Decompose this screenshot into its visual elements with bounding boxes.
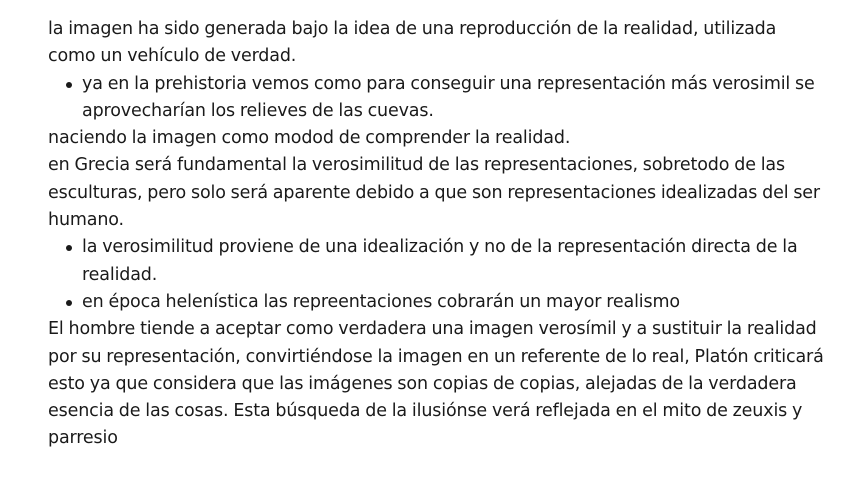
- bullet-item-hellenistic: en época helenística las repreentaciones cobrarán un mayor realismo: [82, 289, 828, 316]
- paragraph-greece: en Grecia será fundamental la verosimilitud de las representaciones, sobretodo de las esculturas, pero solo será aparente debido a que son representaciones idealizadas del ser humano.: [48, 155, 820, 231]
- bullet-item-idealization: la verosimilitud proviene de una idealización y no de la representación directa de la realidad.: [82, 234, 828, 289]
- bullet-item-prehistory: ya en la prehistoria vemos como para conseguir una representación más verosimil se aprovecharían los relieves de las cuevas.: [82, 71, 828, 126]
- paragraph-plato: El hombre tiende a aceptar como verdadera una imagen verosímil y a sustituir la realidad por su representación, convirtiéndose la imagen en un referente de lo real, Platón criticará esto ya que considera que las imágenes son copias de copias, alejadas de la verdadera esencia de las cosas. Esta búsqueda de la ilusiónse verá reflejada en el mito de zeuxis y parresio: [48, 319, 824, 449]
- document-body: [48, 16, 828, 453]
- bullet-list-prehistory: [48, 71, 828, 126]
- paragraph-intro: la imagen ha sido generada bajo la idea de una reproducción de la realidad, utilizada como un vehículo de verdad.: [48, 19, 777, 67]
- bullet-list-greece: [48, 234, 828, 316]
- paragraph-understanding: naciendo la imagen como modod de comprender la realidad.: [48, 128, 571, 149]
